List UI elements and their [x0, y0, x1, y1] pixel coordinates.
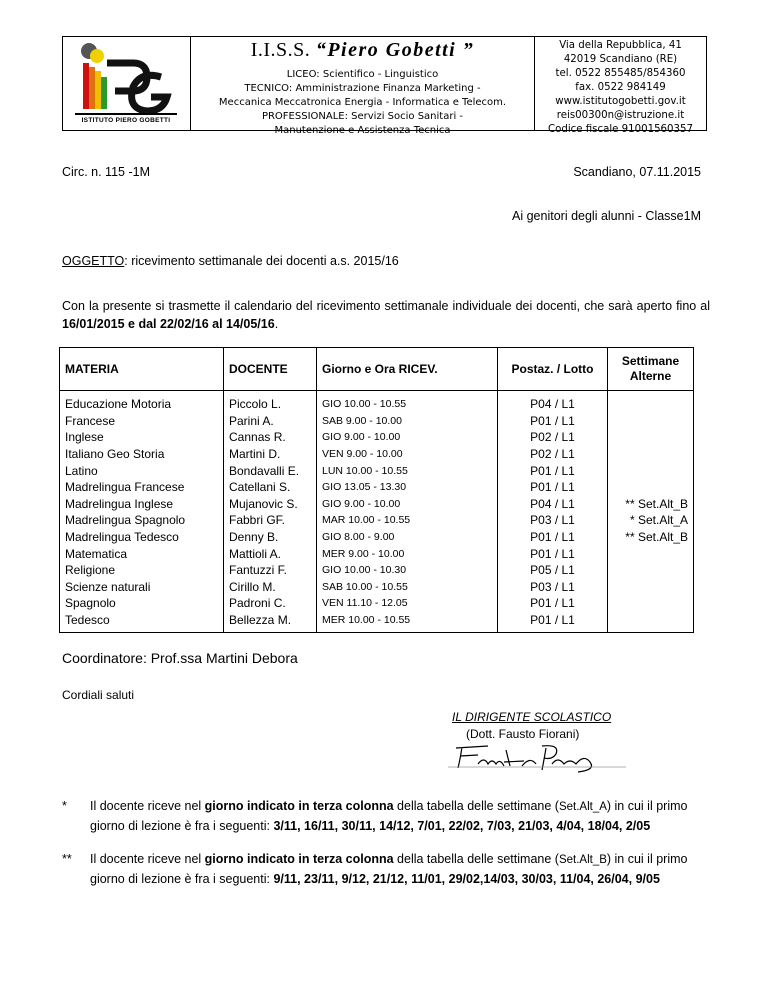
school-line-tecnico: TECNICO: Amministrazione Finanza Marketing - [244, 83, 481, 94]
cell-orario: SAB 10.00 - 10.55 [317, 579, 498, 596]
table-row [60, 479, 694, 496]
signature-title: IL DIRIGENTE SCOLASTICO [452, 710, 612, 724]
address-line: 42019 Scandiano (RE) [563, 54, 678, 65]
table-row [60, 579, 694, 596]
cell-materia: Religione [60, 562, 224, 579]
cell-docente: Catellani S. [224, 479, 317, 496]
cell-docente: Cirillo M. [224, 579, 317, 596]
cell-docente: Denny B. [224, 529, 317, 546]
cell-postaz: P01 / L1 [498, 479, 608, 496]
cell-orario: VEN 9.00 - 10.00 [317, 446, 498, 463]
address-line: fax. 0522 984149 [575, 82, 666, 93]
cell-settimane [608, 429, 694, 446]
cell-orario: GIO 10.00 - 10.30 [317, 562, 498, 579]
cell-postaz: P04 / L1 [498, 391, 608, 413]
signature-handwriting [448, 740, 628, 774]
school-line-professionale: PROFESSIONALE: Servizi Socio Sanitari - [261, 111, 464, 122]
table-row [60, 462, 694, 479]
cell-materia: Latino [60, 462, 224, 479]
cell-settimane [608, 413, 694, 430]
table-body [60, 391, 694, 633]
recipients: Ai genitori degli alunni - Classe1M [512, 209, 701, 223]
cell-materia: Madrelingua Spagnolo [60, 512, 224, 529]
cell-postaz: P03 / L1 [498, 512, 608, 529]
cell-settimane [608, 479, 694, 496]
cell-settimane [608, 562, 694, 579]
school-line-tecnico-2: Meccanica Meccatronica Energia - Informatica e Telecom. [218, 97, 507, 108]
table-header-row [60, 348, 694, 391]
table-row [60, 545, 694, 562]
cell-postaz: P01 / L1 [498, 462, 608, 479]
cell-settimane [608, 446, 694, 463]
address-line: tel. 0522 855485/854360 [555, 68, 686, 79]
cell-materia: Francese [60, 413, 224, 430]
cell-docente: Parini A. [224, 413, 317, 430]
cell-materia: Tedesco [60, 612, 224, 633]
cell-materia: Spagnolo [60, 595, 224, 612]
cell-docente: Martini D. [224, 446, 317, 463]
cell-settimane [608, 391, 694, 413]
cell-settimane [608, 462, 694, 479]
cell-postaz: P01 / L1 [498, 612, 608, 633]
cell-settimane [608, 595, 694, 612]
table-row [60, 429, 694, 446]
cell-settimane: * Set.Alt_A [608, 512, 694, 529]
cell-docente: Piccolo L. [224, 391, 317, 413]
table-row [60, 446, 694, 463]
cell-orario: MER 9.00 - 10.00 [317, 545, 498, 562]
cell-orario: GIO 9.00 - 10.00 [317, 429, 498, 446]
cell-materia: Italiano Geo Storia [60, 446, 224, 463]
cell-postaz: P04 / L1 [498, 496, 608, 513]
cell-postaz: P01 / L1 [498, 413, 608, 430]
cell-materia: Madrelingua Inglese [60, 496, 224, 513]
school-address [535, 37, 706, 135]
address-line: Via della Repubblica, 41 [559, 40, 682, 51]
school-logo [63, 37, 191, 130]
note-set-alt-b: ** Il docente riceve nel giorno indicato in terza colonna della tabella delle settimane (Set.Alt_B) in cui il primo giorno di lezione è fra i seguenti: 9/11, 23/11, 9/12, 21/12, 11/01, 29/02,14/03, 30/03, 11/04, 26/04, 9/05 [62, 852, 688, 886]
cell-orario: MAR 10.00 - 10.55 [317, 512, 498, 529]
cell-postaz: P01 / L1 [498, 595, 608, 612]
header-materia: MATERIA [60, 348, 224, 391]
table-row [60, 391, 694, 413]
cell-orario: MER 10.00 - 10.55 [317, 612, 498, 633]
table-row [60, 413, 694, 430]
cell-docente: Cannas R. [224, 429, 317, 446]
table-row [60, 612, 694, 633]
header-orario: Giorno e Ora RICEV. [317, 348, 498, 391]
logo-caption: ISTITUTO PIERO GOBETTI [75, 113, 177, 124]
table-row [60, 529, 694, 546]
reception-table [59, 347, 694, 633]
cell-materia: Inglese [60, 429, 224, 446]
cell-postaz: P02 / L1 [498, 446, 608, 463]
cell-materia: Madrelingua Tedesco [60, 529, 224, 546]
circular-number: Circ. n. 115 -1M [62, 165, 150, 179]
address-line: reis00300n@istruzione.it [556, 110, 685, 121]
cell-postaz: P02 / L1 [498, 429, 608, 446]
cell-settimane: ** Set.Alt_B [608, 529, 694, 546]
cell-orario: VEN 11.10 - 12.05 [317, 595, 498, 612]
school-line-professionale-2: Manutenzione e Assistenza Tecnica [274, 125, 451, 136]
cell-orario: GIO 9.00 - 10.00 [317, 496, 498, 513]
school-name: I.I.S.S. “Piero Gobetti ” [250, 39, 475, 61]
cell-postaz: P01 / L1 [498, 545, 608, 562]
greeting: Cordiali saluti [62, 688, 135, 702]
cell-orario: GIO 10.00 - 10.55 [317, 391, 498, 413]
cell-materia: Scienze naturali [60, 579, 224, 596]
cell-postaz: P03 / L1 [498, 579, 608, 596]
address-line: Codice fiscale 91001560357 [548, 124, 693, 135]
cell-orario: SAB 9.00 - 10.00 [317, 413, 498, 430]
table-row [60, 595, 694, 612]
letterhead [62, 36, 707, 136]
table-row [60, 496, 694, 513]
school-info [191, 37, 535, 136]
cell-docente: Mujanovic S. [224, 496, 317, 513]
table-row [60, 562, 694, 579]
cell-orario: LUN 10.00 - 10.55 [317, 462, 498, 479]
cell-postaz: P01 / L1 [498, 529, 608, 546]
signature-name: (Dott. Fausto Fiorani) [466, 727, 580, 741]
coordinator: Coordinatore: Prof.ssa Martini Debora [62, 650, 298, 666]
header-settimane: Settimane Alterne [608, 348, 694, 391]
cell-docente: Fantuzzi F. [224, 562, 317, 579]
cell-orario: GIO 8.00 - 9.00 [317, 529, 498, 546]
table-row [60, 512, 694, 529]
cell-materia: Madrelingua Francese [60, 479, 224, 496]
cell-orario: GIO 13.05 - 13.30 [317, 479, 498, 496]
subject: OGGETTO: ricevimento settimanale dei docenti a.s. 2015/16 [62, 254, 399, 268]
cell-docente: Bondavalli E. [224, 462, 317, 479]
school-line-liceo: LICEO: Scientifico - Linguistico [286, 69, 439, 80]
address-line: www.istitutogobetti.gov.it [555, 96, 686, 107]
cell-settimane [608, 545, 694, 562]
cell-docente: Padroni C. [224, 595, 317, 612]
cell-docente: Mattioli A. [224, 545, 317, 562]
header-docente: DOCENTE [224, 348, 317, 391]
cell-postaz: P05 / L1 [498, 562, 608, 579]
cell-docente: Fabbri GF. [224, 512, 317, 529]
cell-settimane [608, 579, 694, 596]
cell-settimane: ** Set.Alt_B [608, 496, 694, 513]
cell-materia: Educazione Motoria [60, 391, 224, 413]
intro-paragraph: Con la presente si trasmette il calendario del ricevimento settimanale individuale dei docenti, che sarà aperto fino al 16/01/2015 e dal 22/02/16 al 14/05/16. [62, 299, 710, 331]
cell-materia: Matematica [60, 545, 224, 562]
note-set-alt-a: * Il docente riceve nel giorno indicato in terza colonna della tabella delle settimane (Set.Alt_A) in cui il primo giorno di lezione è fra i seguenti: 3/11, 16/11, 30/11, 14/12, 7/01, 22/02, 7/03, 21/03, 4/04, 18/04, 2/05 [62, 799, 688, 833]
header-postaz: Postaz. / Lotto [498, 348, 608, 391]
cell-docente: Bellezza M. [224, 612, 317, 633]
cell-settimane [608, 612, 694, 633]
place-date: Scandiano, 07.11.2015 [573, 165, 701, 179]
